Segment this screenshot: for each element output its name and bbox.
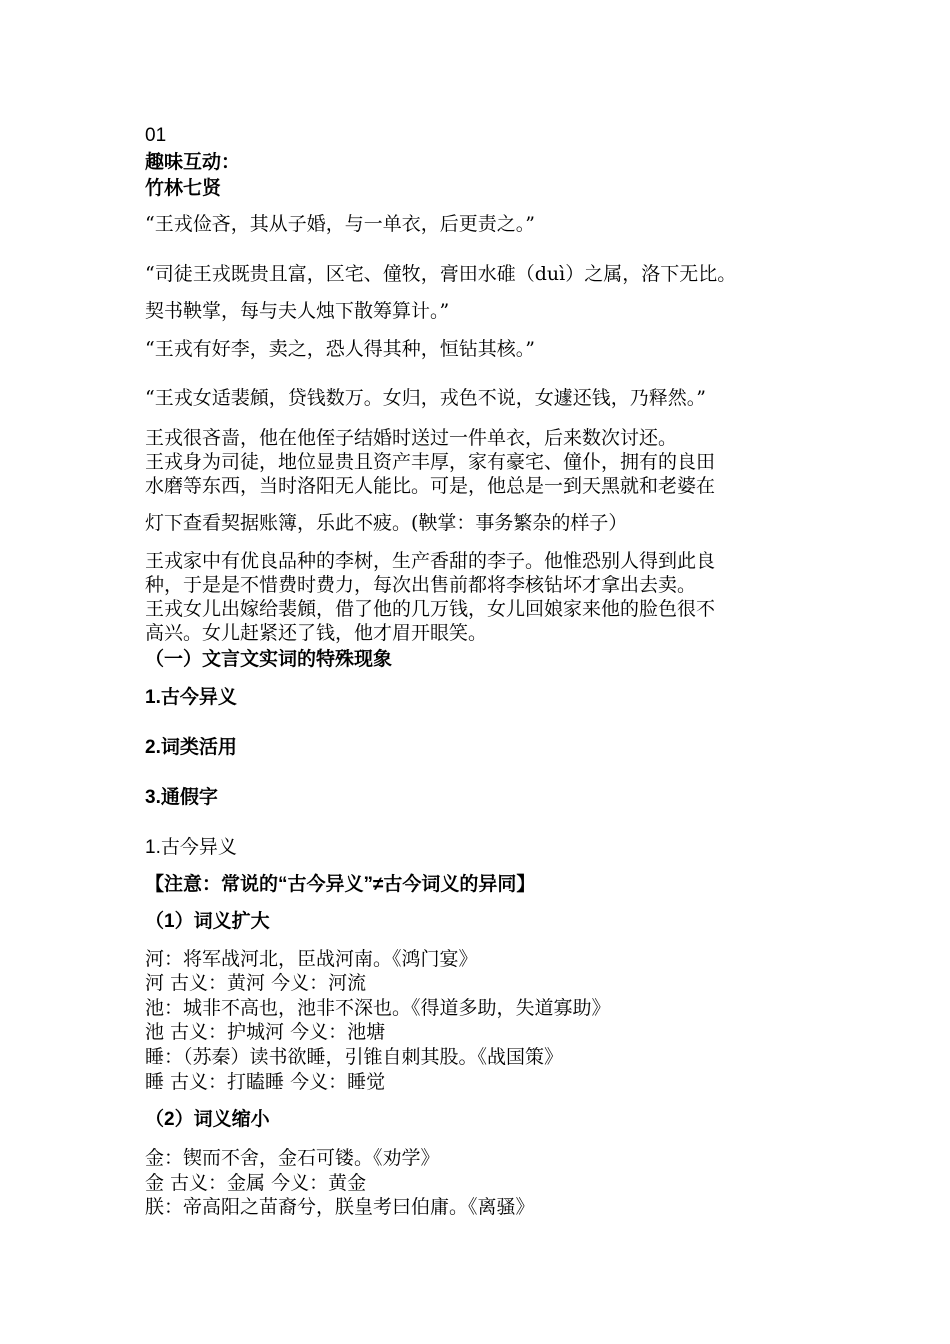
explanation-2-line-3: 灯下查看契据账簿，乐此不疲。(鞅掌：事务繁杂的样子） [145, 512, 628, 534]
explanation-4-line-2: 高兴。女儿赶紧还了钱，他才眉开眼笑。 [145, 622, 488, 644]
explanation-4-line-1: 王戎女儿出嫁给裴頠，借了他的几万钱，女儿回娘家来他的脸色很不 [145, 598, 716, 620]
sub-heading-expansion: （1）词义扩大 [145, 911, 270, 932]
note: 【注意：常说的“古今异义”≠古今词义的异同】 [145, 874, 536, 895]
example-he-meaning: 河 古义：黄河 今义：河流 [145, 972, 367, 994]
quote-3: “王戎有好李，卖之，恐人得其种，恒钻其核。” [145, 338, 535, 360]
quote-4: “王戎女适裴頠，贷钱数万。女归，戎色不说，女遽还钱，乃释然。” [145, 387, 706, 409]
list-item-1: 1.古今异义 [145, 687, 237, 708]
example-chi: 池：城非不高也，池非不深也。《得道多助，失道寡助》 [145, 997, 611, 1019]
example-jin: 金：锲而不舍，金石可镂。《劝学》 [145, 1147, 440, 1169]
quote-2-line-1: “司徒王戎既贵且富，区宅、僮牧，膏田水碓（duì）之属，洛下无比。 [145, 263, 737, 285]
example-jin-meaning: 金 古义：金属 今义：黄金 [145, 1172, 367, 1194]
explanation-1: 王戎很吝啬，他在他侄子结婚时送过一件单衣，后来数次讨还。 [145, 427, 678, 449]
explanation-2-line-1: 王戎身为司徒，地位显贵且资产丰厚，家有豪宅、僮仆，拥有的良田 [145, 451, 716, 473]
quote-1: “王戎俭吝，其从子婚，与一单衣，后更责之。” [145, 213, 535, 235]
list-item-2: 2.词类活用 [145, 737, 237, 758]
section-number: 01 [145, 125, 167, 146]
sub-heading-narrowing: （2）词义缩小 [145, 1109, 270, 1130]
list-item-3: 3.通假字 [145, 787, 218, 808]
example-shui: 睡：（苏秦）读书欲睡，引锥自刺其股。《战国策》 [145, 1046, 564, 1068]
subsection-title: 1.古今异义 [145, 837, 237, 858]
quote-2-line-2: 契书鞅掌，每与夫人烛下散筹算计。” [145, 300, 450, 322]
heading-fun-interaction: 趣味互动： [145, 152, 241, 173]
example-he: 河：将军战河北，臣战河南。《鸿门宴》 [145, 948, 478, 970]
example-chi-meaning: 池 古义：护城河 今义：池塘 [145, 1021, 386, 1043]
explanation-3-line-1: 王戎家中有优良品种的李树，生产香甜的李子。他惟恐别人得到此良 [145, 550, 716, 572]
heading-bamboo-sages: 竹林七贤 [145, 178, 222, 199]
section-title: （一）文言文实词的特殊现象 [145, 649, 393, 670]
explanation-3-line-2: 种，于是是不惜费时费力，每次出售前都将李核钻坏才拿出去卖。 [145, 574, 697, 596]
explanation-2-line-2: 水磨等东西，当时洛阳无人能比。可是，他总是一到天黑就和老婆在 [145, 475, 716, 497]
example-shui-meaning: 睡 古义：打瞌睡 今义：睡觉 [145, 1071, 386, 1093]
example-zhen: 朕：帝高阳之苗裔兮，朕皇考曰伯庸。《离骚》 [145, 1196, 535, 1218]
